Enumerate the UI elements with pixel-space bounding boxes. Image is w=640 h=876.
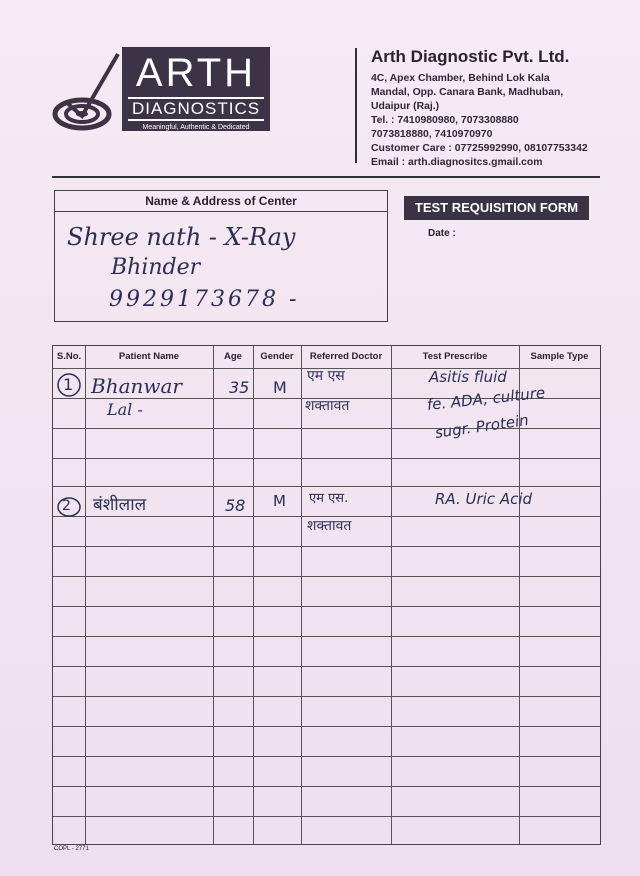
row-divider bbox=[53, 816, 600, 817]
logo-brand: ARTH bbox=[135, 51, 257, 95]
center-heading: Name & Address of Center bbox=[55, 191, 387, 212]
entry-1-gender: M bbox=[273, 378, 287, 397]
row-divider bbox=[53, 606, 600, 607]
entry-1-test-3: sugr. Protein bbox=[433, 410, 530, 442]
center-place-handwritten: Bhinder bbox=[111, 255, 201, 280]
header-divider bbox=[355, 48, 357, 163]
brand-logo bbox=[122, 47, 270, 131]
entry-2-gender: M bbox=[273, 492, 286, 510]
entry-2-doctor-cont: शक्तावत bbox=[307, 518, 352, 534]
entry-1-sno: 1 bbox=[63, 375, 74, 394]
header-sample-type: Sample Type bbox=[530, 351, 589, 362]
entry-1-name-cont: Lal - bbox=[107, 400, 143, 419]
logo-sub: DIAGNOSTICS bbox=[128, 97, 264, 121]
row-divider bbox=[53, 546, 600, 547]
company-phone-2: 7073818880, 7410970970 bbox=[371, 129, 493, 140]
company-name: Arth Diagnostic Pvt. Ltd. bbox=[371, 47, 570, 66]
header-referred-doctor: Referred Doctor bbox=[309, 351, 383, 362]
center-phone-handwritten: 9929173678 - bbox=[109, 287, 300, 312]
header-patient-name: Patient Name bbox=[118, 351, 180, 362]
company-address-1: 4C, Apex Chamber, Behind Lok Kala bbox=[371, 73, 550, 84]
row-divider bbox=[53, 458, 600, 459]
row-divider bbox=[53, 756, 600, 757]
company-address-2: Mandal, Opp. Canara Bank, Madhuban, bbox=[371, 87, 564, 98]
row-divider bbox=[53, 636, 600, 637]
company-customer-care: Customer Care : 07725992990, 08107753342 bbox=[371, 143, 588, 154]
col-divider bbox=[301, 346, 302, 844]
entry-1-age: 35 bbox=[229, 378, 250, 397]
company-email: Email : arth.diagnositcs.gmail.com bbox=[371, 157, 543, 168]
company-address-3: Udaipur (Raj.) bbox=[371, 101, 440, 112]
col-divider bbox=[213, 346, 214, 844]
row-divider bbox=[53, 576, 600, 577]
entry-1-doctor-cont: शक्तावत bbox=[305, 398, 350, 414]
target-check-logo-icon bbox=[52, 52, 122, 132]
patient-table bbox=[52, 345, 601, 845]
entry-2-doctor: एम एस. bbox=[309, 491, 349, 506]
center-address-box bbox=[54, 190, 388, 322]
row-divider bbox=[53, 666, 600, 667]
entry-1-test-2: fe. ADA, culture bbox=[426, 383, 546, 414]
form-code: COPL - 2771 bbox=[54, 846, 89, 852]
col-divider bbox=[391, 346, 392, 844]
header-test-prescribe: Test Prescribe bbox=[422, 351, 488, 362]
entry-1-doctor: एम एस bbox=[307, 368, 345, 384]
col-divider bbox=[85, 346, 86, 844]
header-gender: Gender bbox=[260, 351, 294, 362]
entry-1-name: Bhanwar bbox=[91, 374, 182, 398]
date-label: Date : bbox=[428, 228, 456, 239]
header-sno: S.No. bbox=[56, 351, 82, 362]
center-name-handwritten: Shree nath - X-Ray bbox=[67, 223, 296, 251]
row-divider bbox=[53, 786, 600, 787]
row-divider bbox=[53, 486, 600, 487]
col-divider bbox=[253, 346, 254, 844]
entry-2-sno: 2 bbox=[62, 498, 71, 514]
company-phone-1: Tel. : 7410980980, 7073308880 bbox=[371, 115, 519, 126]
entry-2-age: 58 bbox=[225, 496, 246, 515]
entry-2-test: RA. Uric Acid bbox=[435, 490, 533, 508]
row-divider bbox=[53, 726, 600, 727]
header-age: Age bbox=[224, 351, 242, 362]
logo-tagline: Meaningful, Authentic & Dedicated bbox=[142, 124, 250, 131]
row-divider bbox=[53, 696, 600, 697]
form-title: TEST REQUISITION FORM bbox=[404, 196, 589, 220]
entry-1-test-1: Asitis fluid bbox=[429, 368, 507, 386]
header-rule bbox=[52, 176, 600, 178]
entry-2-name: बंशीलाल bbox=[93, 495, 147, 515]
